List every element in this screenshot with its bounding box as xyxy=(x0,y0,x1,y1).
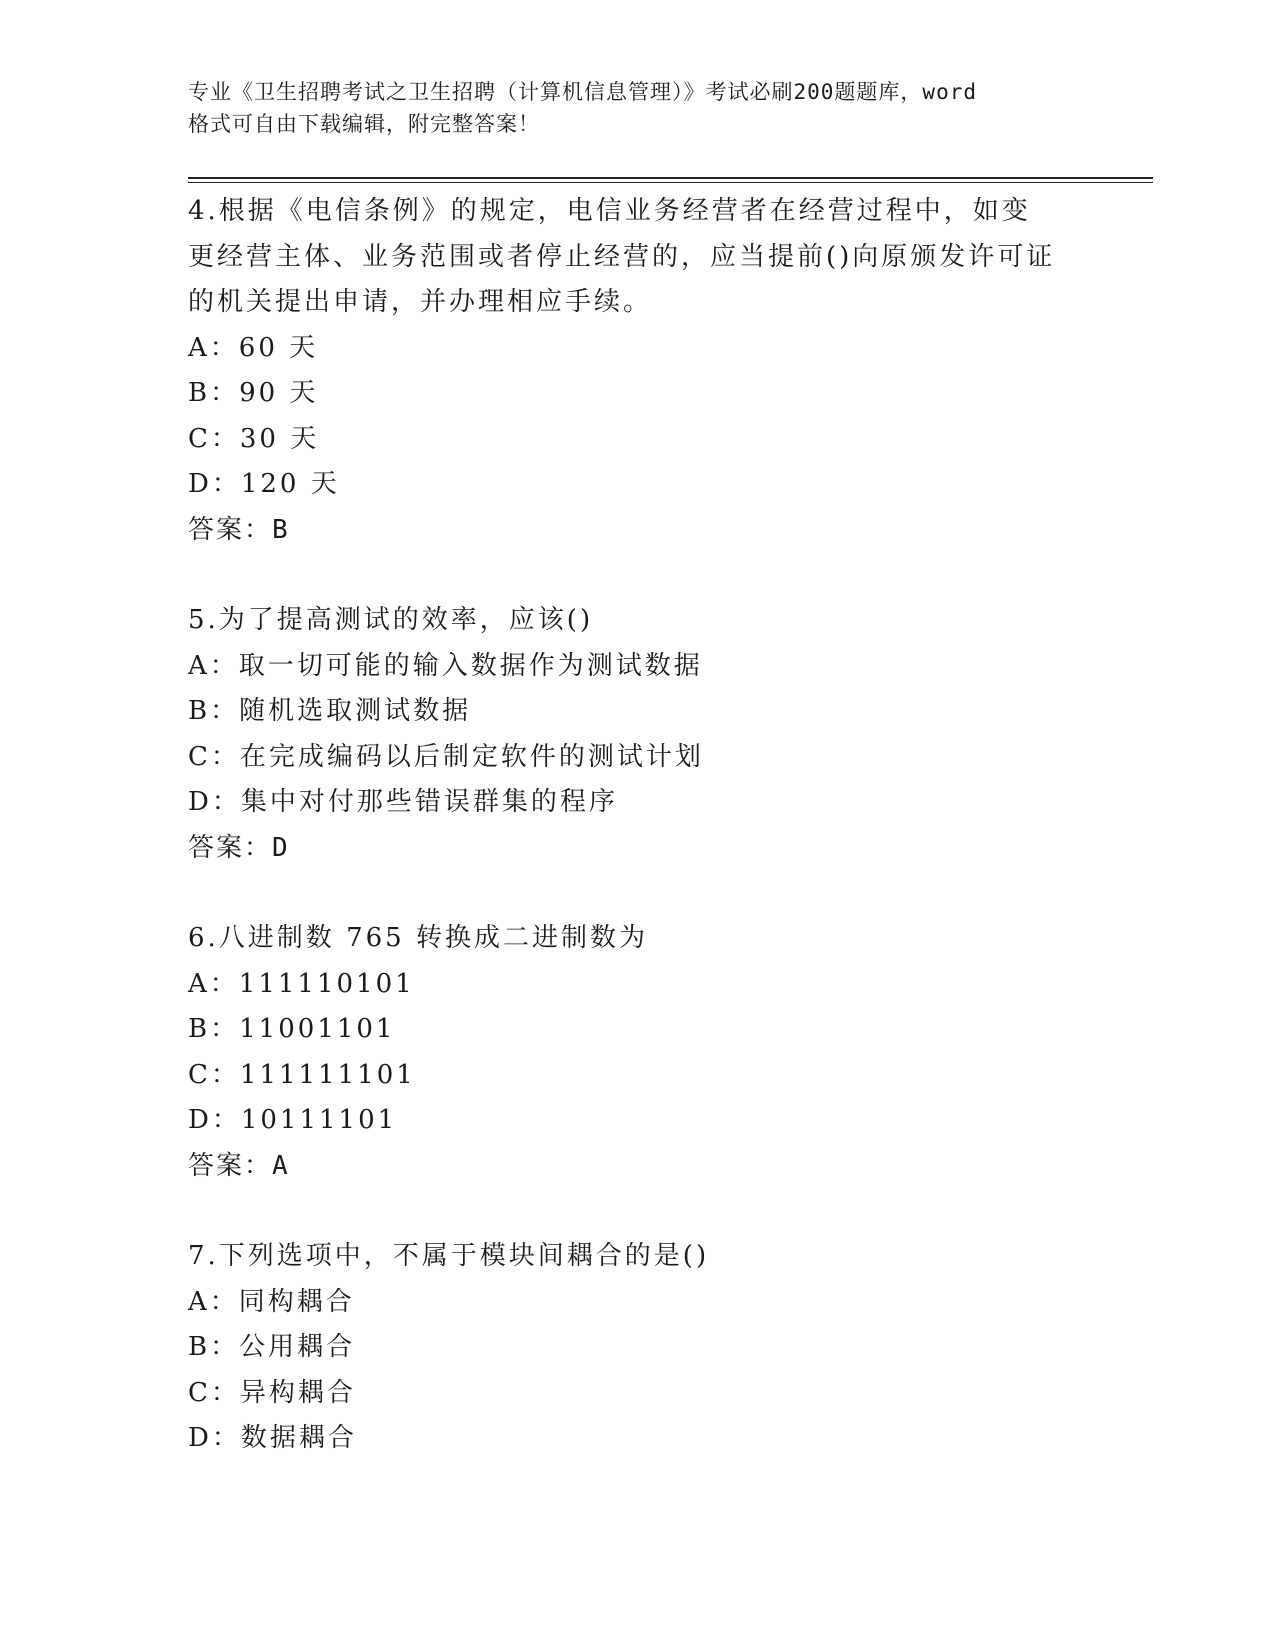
answer: 答案：A xyxy=(188,1150,290,1181)
question-5 xyxy=(188,598,1088,871)
option-d: D：120 天 xyxy=(188,469,340,499)
option-d: D：集中对付那些错误群集的程序 xyxy=(188,787,618,817)
answer: 答案：B xyxy=(188,514,290,545)
option-a: A：111110101 xyxy=(188,968,415,999)
option-a: A：同构耦合 xyxy=(188,1286,355,1317)
header-line-1: 专业《卫生招聘考试之卫生招聘（计算机信息管理）》考试必刷200题题库，word xyxy=(188,80,977,104)
question-4 xyxy=(188,189,1088,553)
question-stem: 4.根据《电信条例》的规定，电信业务经营者在经营过程中，如变更经营主体、业务范围或者停止经营的，应当提前()向原颁发许可证的机关提出申请，并办理相应手续。 xyxy=(188,196,1056,317)
option-b: B：随机选取测试数据 xyxy=(188,696,472,726)
document-header xyxy=(188,76,1088,140)
question-6 xyxy=(188,916,1088,1189)
question-stem: 5.为了提高测试的效率，应该() xyxy=(188,605,594,635)
question-7 xyxy=(188,1234,1088,1462)
option-b: B：公用耦合 xyxy=(188,1332,356,1362)
option-c: C：在完成编码以后制定软件的测试计划 xyxy=(188,741,704,772)
option-b: B：11001101 xyxy=(188,1014,396,1044)
question-stem: 7.下列选项中，不属于模块间耦合的是() xyxy=(188,1241,710,1271)
header-rule-thin xyxy=(188,182,1153,183)
header-rule-thick xyxy=(188,177,1153,179)
option-c: C：30 天 xyxy=(188,423,320,454)
answer: 答案：D xyxy=(188,832,290,863)
option-b: B：90 天 xyxy=(188,378,319,408)
question-list xyxy=(188,189,1088,1507)
question-stem: 6.八进制数 765 转换成二进制数为 xyxy=(188,923,648,953)
option-a: A：60 天 xyxy=(188,332,319,363)
option-a: A：取一切可能的输入数据作为测试数据 xyxy=(188,650,703,681)
option-c: C：异构耦合 xyxy=(188,1377,356,1408)
option-c: C：111111101 xyxy=(188,1059,416,1090)
option-d: D：数据耦合 xyxy=(188,1423,357,1453)
header-line-2: 格式可自由下载编辑，附完整答案！ xyxy=(188,112,540,136)
option-d: D：10111101 xyxy=(188,1105,398,1135)
